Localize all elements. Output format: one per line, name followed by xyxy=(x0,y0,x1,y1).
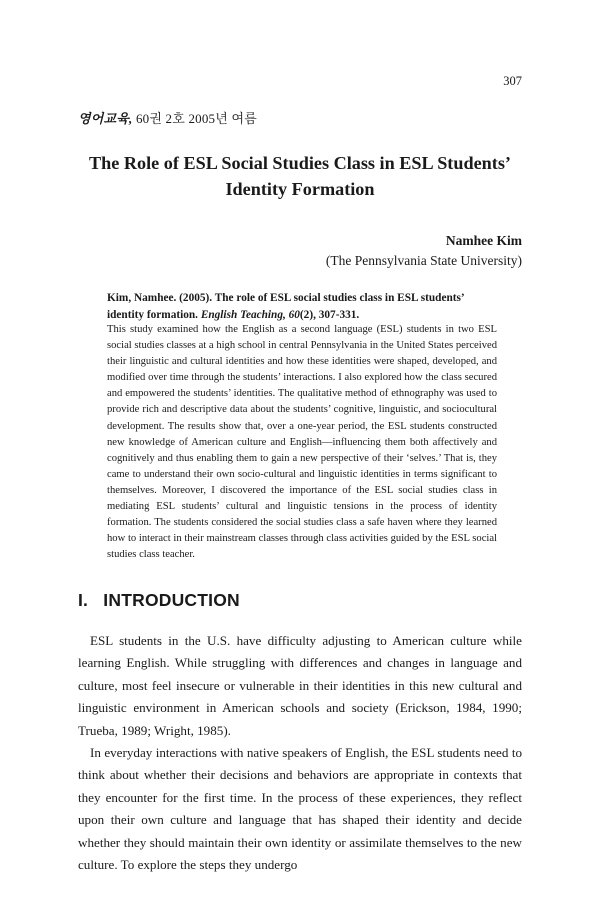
author-affiliation: (The Pennsylvania State University) xyxy=(325,253,522,268)
body-text xyxy=(78,630,522,876)
journal-issue: 60권 2호 2005년 여름 xyxy=(135,111,257,126)
section-heading: I. INTRODUCTION xyxy=(78,590,240,610)
page-number: 307 xyxy=(503,74,522,88)
abstract: This study examined how the English as a second language (ESL) students in two ESL social studies classes at a high school in central Pennsylvania in the United States perceived their linguistic and cultural identities and how these identities were shaped, developed, and modified over time through the students’ interactions. I also explored how the class secured and empowered the students’ identities. The qualitative method of ethnography was used to provide rich and descriptive data about the students’ cognitive, linguistic, and sociocultural development. The results show that, over a one-year period, the ESL students constructed new knowledge of American culture and English—influencing them both affectively and cognitively and thus enabling them to gain a new perspective of their ‘selves.’ That is, they came to understand their own socio-cultural and linguistic identities in terms significant to themselves. Moreover, I discovered the importance of the ESL social studies class in mediating ESL students’ cultural and linguistic tensions in the process of identity formation. The students considered the social studies class a safe haven where they learned how to interact in their mainstream classes through class activities guided by the ESL social studies class teacher. xyxy=(107,324,497,561)
journal-header xyxy=(78,108,257,127)
citation xyxy=(107,290,497,324)
citation-journal: English Teaching, 60 xyxy=(200,309,300,321)
paragraph: ESL students in the U.S. have difficulty adjusting to American culture while learning English. While struggling with differences and changes in language and culture, most feel insecure or vulnerable in their identities in this new cultural and linguistic environment in American schools and society (Erickson, 1984, 1990; Trueba, 1989; Wright, 1985). xyxy=(78,633,522,738)
citation-issue-pages: (2), 307-331. xyxy=(299,309,360,321)
author-name: Namhee Kim xyxy=(445,233,522,248)
paragraph: In everyday interactions with native speakers of English, the ESL students need to think about whether their decisions and behaviors are appropriate in contexts that they encounter for the first time. In the process of these experiences, they reflect upon their own culture and language that has shaped their identity and decide whether they should maintain their own identity or assimilate themselves to the new culture. To explore the steps they undergo xyxy=(78,745,522,873)
citation-text: Kim, Namhee. (2005). The role of ESL social studies class in ESL students’ identity formation. xyxy=(107,292,464,321)
journal-name: 영어교육, xyxy=(78,111,133,126)
paper-title: The Role of ESL Social Studies Class in ESL Students’ Identity Formation xyxy=(89,153,511,199)
